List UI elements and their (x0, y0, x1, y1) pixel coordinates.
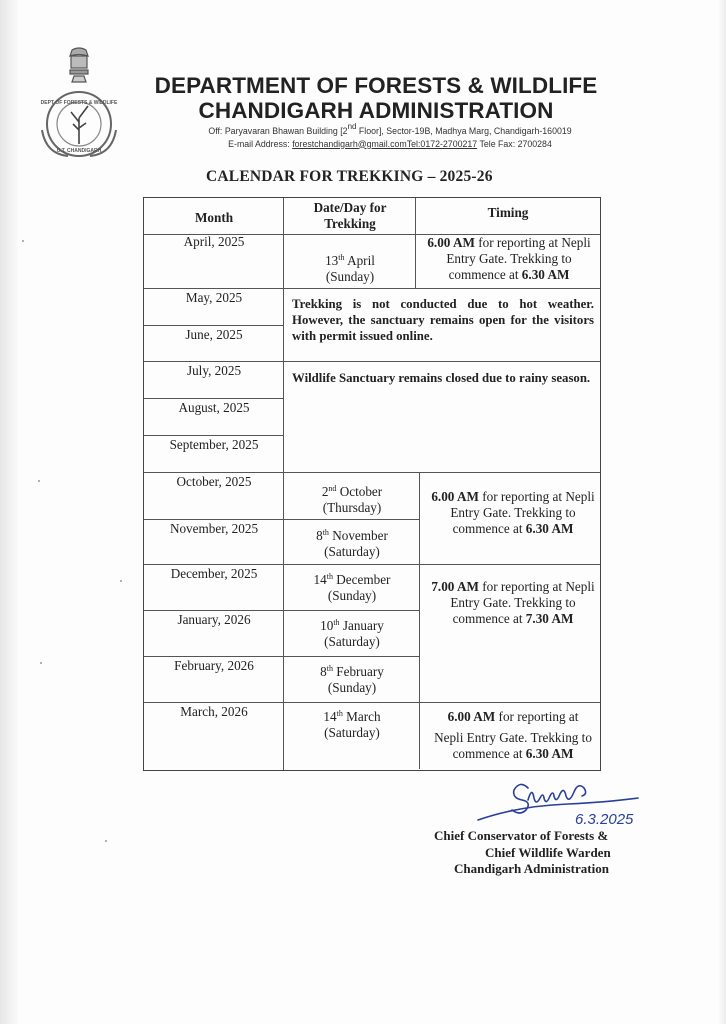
scan-speck (105, 840, 107, 842)
month-january-2026: January, 2026 (177, 612, 251, 627)
scan-speck (22, 240, 24, 242)
department-emblem-icon (34, 46, 124, 158)
month-december-2025: December, 2025 (170, 566, 258, 581)
month-october-2025: October, 2025 (176, 474, 252, 489)
scan-speck (40, 662, 42, 664)
svg-text:DEPT OF FORESTS & WILDLIFE: DEPT OF FORESTS & WILDLIFE (40, 100, 118, 106)
month-february-2026: February, 2026 (174, 658, 254, 673)
designation-line2: Chief Wildlife Warden (485, 844, 611, 860)
date-january: 10th January (Saturday) (320, 618, 384, 649)
contact-line: E-mail Address: forestchandigarh@gmail.comTel:0172-2700217 Tele Fax: 2700284 (228, 138, 552, 149)
header-date: Date/Day for Trekking (313, 200, 387, 231)
date-april: 13th April (Sunday) (325, 253, 375, 284)
department-title-line1: DEPARTMENT OF FORESTS & WILDLIFE (154, 73, 598, 98)
designation-line1: Chief Conservator of Forests & (434, 828, 609, 843)
month-july-2025: July, 2025 (186, 363, 242, 378)
department-title (146, 73, 606, 123)
header-timing: Timing (487, 205, 529, 220)
date-december: 14th December (Sunday) (313, 572, 391, 603)
document-title: CALENDAR FOR TREKKING – 2025-26 (206, 168, 493, 185)
trekking-calendar-table (143, 197, 601, 771)
office-address: Off: Paryavaran Bhawan Building [2nd Floor], Sector-19B, Madhya Marg, Chandigarh-160019 (208, 122, 572, 136)
date-march: 14th March (Saturday) (323, 709, 381, 740)
date-october: 2nd October (Thursday) (321, 484, 383, 515)
signatory-block (434, 828, 611, 878)
timing-oct-nov: 6.00 AM for reporting at Nepli Entry Gate. Trekking to commence at 6.30 AM (431, 489, 595, 536)
scan-speck (120, 580, 122, 582)
timing-dec-feb: 7.00 AM for reporting at Nepli Entry Gate. Trekking to commence at 7.30 AM (431, 579, 595, 626)
department-title-line2: CHANDIGARH ADMINISTRATION (198, 98, 554, 123)
email-link[interactable]: forestchandigarh@gmail.comTel:0172-2700217 (292, 138, 478, 149)
date-november: 8th November (Saturday) (316, 528, 388, 559)
svg-text:6.3.2025: 6.3.2025 (575, 811, 634, 828)
scan-right-edge (718, 0, 726, 1024)
timing-april: 6.00 AM for reporting at Nepli Entry Gate. Trekking to commence at 6.30 AM (427, 235, 591, 282)
note-monsoon-closure: Wildlife Sanctuary remains closed due to rainy season. (292, 371, 591, 385)
month-august-2025: August, 2025 (178, 400, 250, 415)
month-november-2025: November, 2025 (169, 521, 259, 536)
header-month: Month (194, 210, 234, 225)
month-june-2025: June, 2025 (185, 327, 243, 342)
month-march-2026: March, 2026 (180, 704, 248, 719)
timing-march: 6.00 AM for reporting at Nepli Entry Gate. Trekking to commence at 6.30 AM (434, 709, 592, 761)
scan-left-edge (0, 0, 18, 1024)
signature-icon (470, 772, 670, 832)
note-summer-closure: Trekking is not conducted due to hot weather. However, the sanctuary remains open for the visitors with permit issued online. (292, 297, 594, 343)
date-february: 8th February (Sunday) (320, 664, 384, 695)
svg-text:U.T. CHANDIGARH: U.T. CHANDIGARH (56, 148, 102, 154)
scan-speck (38, 480, 40, 482)
month-april-2025: April, 2025 (183, 234, 245, 249)
address-block (180, 122, 600, 150)
month-may-2025: May, 2025 (185, 290, 243, 305)
month-september-2025: September, 2025 (169, 437, 259, 452)
designation-line3: Chandigarh Administration (454, 861, 609, 876)
